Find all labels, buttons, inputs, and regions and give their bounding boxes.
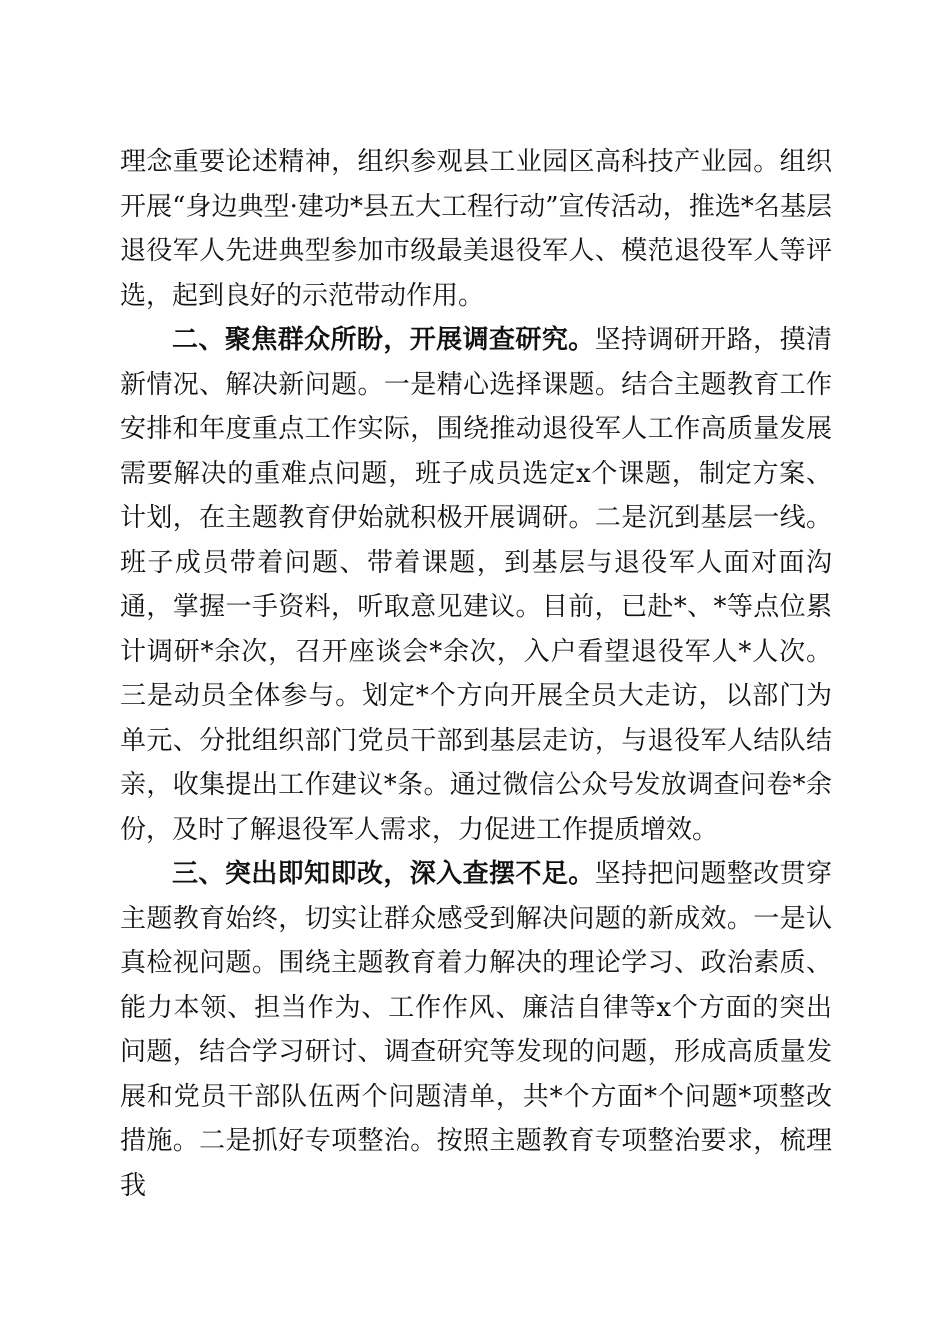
section-3-heading: 三、突出即知即改，深入查摆不足。 [172,859,595,889]
document-body [120,140,832,1208]
paragraph-section-3 [120,852,832,1208]
paragraph-1-text: 理念重要论述精神，组织参观县工业园区高科技产业园。组织开展“身边典型·建功*县五大工程行动”宣传活动，推选*名基层退役军人先进典型参加市级最美退役军人、模范退役军人等评选，起到良好的示范带动作用。 [120,147,832,311]
section-2-text: 坚持调研开路，摸清新情况、解决新问题。一是精心选择课题。结合主题教育工作安排和年度重点工作实际，围绕推动退役军人工作高质量发展需要解决的重难点问题，班子成员选定x个课题，制定方案、计划，在主题教育伊始就积极开展调研。二是沉到基层一线。班子成员带着问题、带着课题，到基层与退役军人面对面沟通，掌握一手资料，听取意见建议。目前，已赴*、*等点位累计调研*余次，召开座谈会*余次，入户看望退役军人*人次。三是动员全体参与。划定*个方向开展全员大走访，以部门为单元、分批组织部门党员干部到基层走访，与退役军人结队结亲，收集提出工作建议*条。通过微信公众号发放调查问卷*余份，及时了解退役军人需求，力促进工作提质增效。 [120,325,832,845]
paragraph-section-2 [120,318,832,852]
section-3-text: 坚持把问题整改贯穿主题教育始终，切实让群众感受到解决问题的新成效。一是认真检视问题。围绕主题教育着力解决的理论学习、政治素质、能力本领、担当作为、工作作风、廉洁自律等x个方面的突出问题，结合学习研讨、调查研究等发现的问题，形成高质量发展和党员干部队伍两个问题清单，共*个方面*个问题*项整改措施。二是抓好专项整治。按照主题教育专项整治要求，梳理我 [120,859,832,1201]
section-2-heading: 二、聚焦群众所盼，开展调查研究。 [172,325,595,355]
paragraph-continuation [120,140,832,318]
